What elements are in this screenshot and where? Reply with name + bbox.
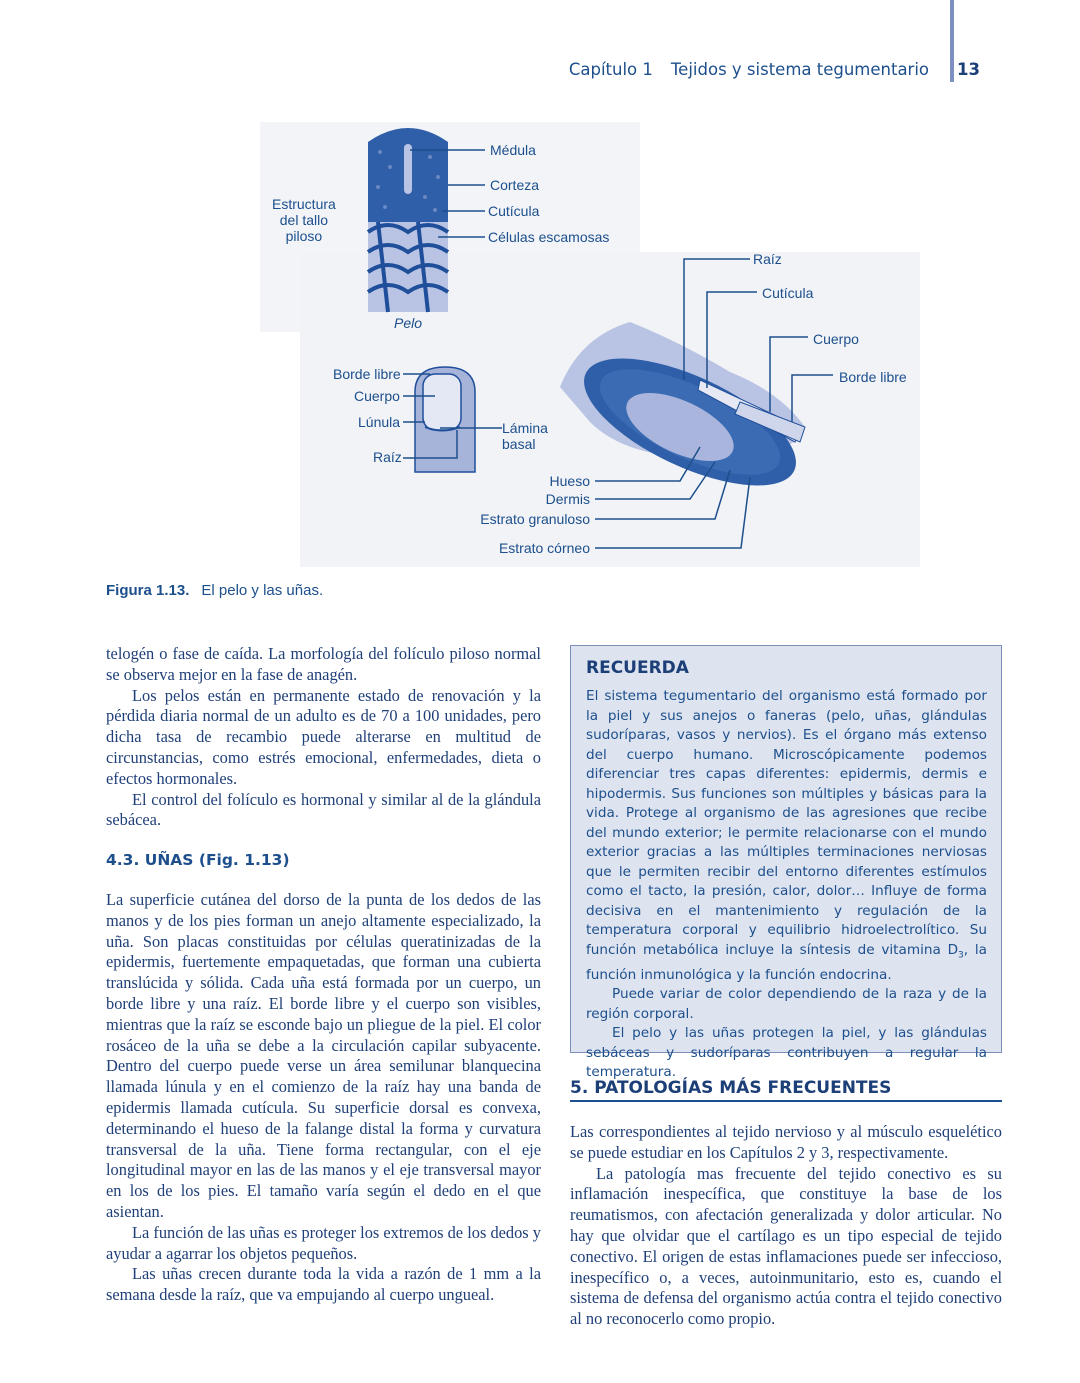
label-estrato-granuloso: Estrato granuloso: [480, 511, 590, 527]
recuerda-p1: El sistema tegumentario del organismo está formado por la piel y sus anejos o faneras (pelo, uñas, glándulas sudoríparas, vasos y nervios). Es el órgano más extenso del cuerpo humano. Microscópicamente podemos diferenciar tres capas diferentes: epidermis, dermis e hipodermis. Sus funciones son múltiples y básicas para la vida. Protege al organismo de las agresiones que recibe del mundo exterior; le permite relacionarse con el mundo exterior gracias a las múltiples terminaciones nerviosas que le permiten recibir del entorno diferentes estímulos como el tacto, la presión, calor, dolor… Influye de forma decisiva en el mantenimiento y regulación de la temperatura corporal y equilibrio hidroelectrolítico. Su función metabólica incluye la síntesis de vitamina D: [586, 688, 987, 958]
figure-caption: [106, 582, 323, 599]
left-column-intro: [106, 644, 541, 831]
label-medula: Médula: [490, 142, 536, 158]
label-pelo: Pelo: [394, 315, 423, 331]
recuerda-box: [570, 645, 1002, 1081]
hair-title-line: piloso: [285, 228, 323, 244]
label-raiz-section: Raíz: [753, 251, 782, 267]
label-cuerpo-section: Cuerpo: [813, 331, 859, 347]
label-celulas-escamosas: Células escamosas: [488, 229, 610, 245]
paragraph: La patología mas frecuente del tejido conectivo es su inflamación inespecífica, que constituye la base de los reumatismos, con afectación generalizada y dolor articular. No hay que olvidar que el cartílago es un tipo especial de tejido conectivo. El origen de estas inflamaciones puede ser infeccioso, inespecífico o, a veces, autoinmunitario, esto es, cuando el sistema de defensa del organismo actúa contra el tejido conectivo al no reconocerlo como propio.: [570, 1163, 1002, 1329]
label-borde-libre-section: Borde libre: [839, 369, 907, 385]
caption-label: Figura 1.13.: [106, 582, 190, 599]
right-column-patologias: [570, 1122, 1002, 1330]
chapter-label: Capítulo 1: [568, 60, 653, 79]
caption-text: El pelo y las uñas.: [201, 582, 324, 599]
recuerda-paragraph: Puede variar de color dependiendo de la raza y de la región corporal.: [586, 986, 987, 1022]
label-estrato-corneo: Estrato córneo: [498, 540, 590, 556]
left-column-unas: [106, 890, 541, 1306]
paragraph: El control del folículo es hormonal y similar al de la glándula sebácea.: [106, 789, 541, 830]
basal-line: basal: [502, 436, 536, 452]
recuerda-title: RECUERDA: [586, 658, 689, 678]
label-cuerpo-front: Cuerpo: [354, 388, 400, 404]
hair-structure-title: [272, 196, 336, 244]
label-cuticula-hair: Cutícula: [488, 203, 540, 219]
figure-hair-and-nails: [260, 122, 920, 567]
paragraph: La superficie cutánea del dorso de la punta de los dedos de las manos y de los pies forman un anejo altamente especializado, la uña. Son placas constituidas por células queratinizadas de la epidermis, fuertemente empaquetadas, que forman una cubierta translúcida y sólida. Cada uña está formada por un cuerpo, un borde libre y una raíz. El borde libre y el cuerpo son visibles, mientras que la raíz se esconde bajo un pliegue de la piel. El color rosáceo de la uña se debe a la circulación capilar subyacente. Dentro del cuerpo puede verse un área semilunar blanquecina llamada lúnula y en el comienzo de la raíz hay una banda de epidermis llamada cutícula. Su superficie dorsal es convexa, determinando el hueso de la falange distal la forma y curvatura transversal de la uña. Tiene forma rectangular, con el eje longitudinal mayor en las de las manos y el eje transversal mayor en los de los pies. El tamaño varía según el dedo en el que asientan.: [106, 890, 541, 1221]
section-heading-patologias: 5. PATOLOGÍAS MÁS FRECUENTES: [570, 1078, 1002, 1102]
running-header: [569, 60, 980, 79]
recuerda-paragraph: [586, 687, 987, 985]
label-borde-libre-front: Borde libre: [333, 366, 401, 382]
label-raiz-front: Raíz: [373, 449, 402, 465]
paragraph: Los pelos están en permanente estado de renovación y la pérdida diaria normal de un adulto es de 70 a 100 unidades, pero dicha tasa de recambio puede alterarse en multitud de circunstancias, como estrés emocional, enfermedades, dieta o efectos hormonales.: [106, 685, 541, 788]
label-lunula: Lúnula: [358, 414, 401, 430]
finger-nail-front-icon: [415, 367, 475, 472]
hair-title-line: Estructura: [272, 196, 336, 212]
label-cuticula-section: Cutícula: [762, 285, 814, 301]
section-heading-unas: 4.3. UÑAS (Fig. 1.13): [106, 851, 290, 869]
hair-shaft-icon: [368, 128, 448, 312]
recuerda-p1-end: , la función inmunológica y la función endocrina.: [586, 941, 987, 983]
label-dermis: Dermis: [545, 491, 590, 507]
recuerda-paragraph: El pelo y las uñas protegen la piel, y las glándulas sebáceas y sudoríparas contribuyen a regular la temperatura.: [586, 1025, 987, 1081]
paragraph: Las correspondientes al tejido nervioso y al músculo esquelético se puede estudiar en los Capítulos 2 y 3, respectivamente.: [570, 1122, 1002, 1162]
lamina-line: Lámina: [502, 420, 548, 436]
recuerda-body: [586, 687, 987, 1083]
chapter-title: Tejidos y sistema tegumentario: [670, 60, 930, 79]
page-number: 13: [957, 60, 980, 79]
label-hueso: Hueso: [549, 473, 590, 489]
label-lamina-basal: [502, 420, 548, 452]
paragraph: telogén o fase de caída. La morfología del folículo piloso normal se observa mejor en la fase de anagén.: [106, 644, 541, 684]
label-corteza: Corteza: [490, 177, 540, 193]
subscript-3: 3: [958, 950, 964, 961]
hair-title-line: del tallo: [279, 212, 329, 228]
paragraph: La función de las uñas es proteger los extremos de los dedos y ayudar a agarrar los objetos pequeños.: [106, 1222, 541, 1263]
paragraph: Las uñas crecen durante toda la vida a razón de 1 mm a la semana desde la raíz, que va empujando al cuerpo ungueal.: [106, 1264, 541, 1305]
